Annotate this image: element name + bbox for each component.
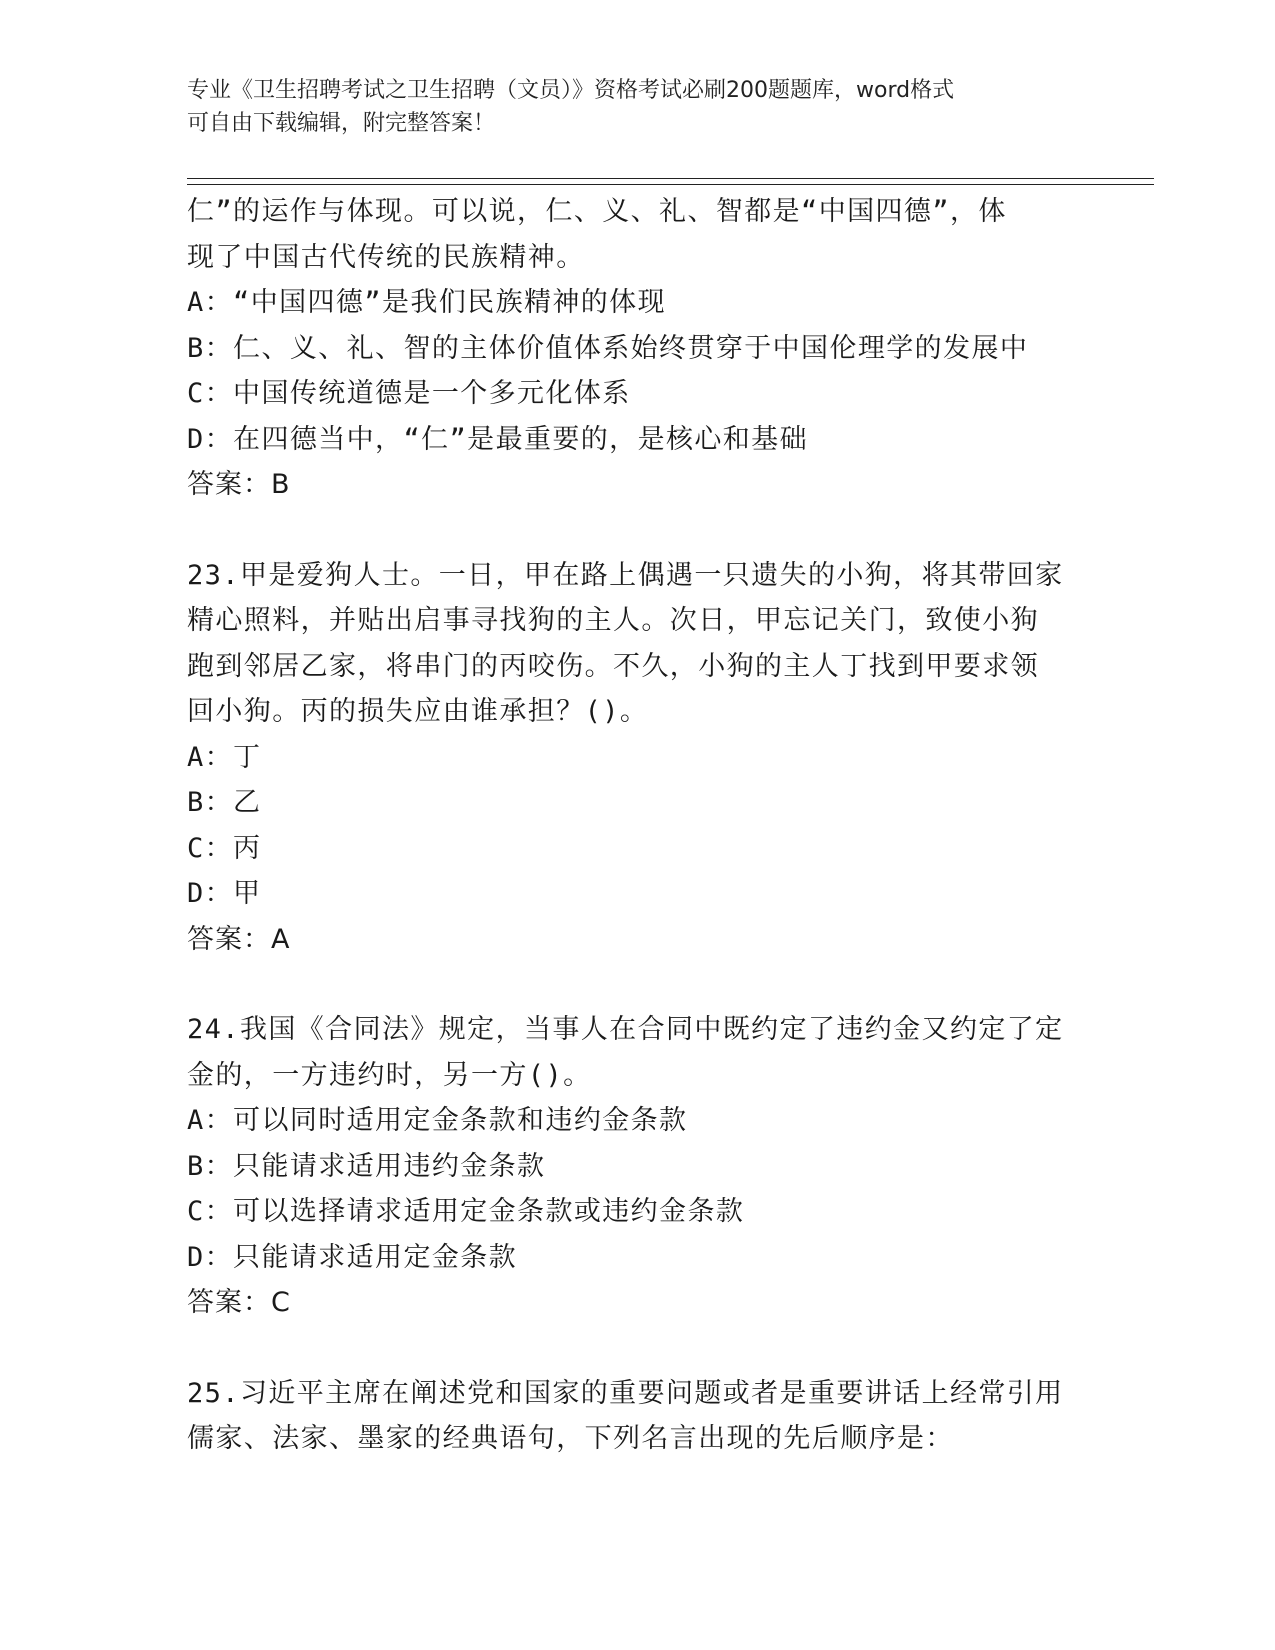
question-22-continuation	[187, 189, 1117, 508]
document-header	[187, 74, 1087, 140]
header-line-2: 可自由下载编辑，附完整答案！	[187, 111, 496, 136]
question-text-line: 儒家、法家、墨家的经典语句，下列名言出现的先后顺序是：	[187, 1423, 954, 1454]
header-rule-top	[187, 178, 1154, 179]
option-c: C：丙	[187, 832, 262, 864]
question-25	[187, 1371, 1117, 1462]
option-b: B：只能请求适用违约金条款	[187, 1150, 546, 1182]
option-d: D：甲	[187, 878, 262, 909]
option-b: B：乙	[187, 787, 262, 818]
question-text-line: 回小狗。丙的损失应由谁承担？()。	[187, 696, 649, 727]
question-text-line: 24.我国《合同法》规定，当事人在合同中既约定了违约金又约定了定	[187, 1014, 1064, 1045]
header-rule-bottom	[187, 184, 1154, 185]
answer-line: 答案：B	[187, 469, 291, 500]
option-d: D：在四德当中，“仁”是最重要的，是核心和基础	[187, 423, 808, 455]
option-b: B：仁、义、礼、智的主体价值体系始终贯穿于中国伦理学的发展中	[187, 332, 1029, 364]
document-body	[187, 189, 1117, 1462]
question-text-line: 25.习近平主席在阐述党和国家的重要问题或者是重要讲话上经常引用	[187, 1377, 1064, 1409]
question-24	[187, 1007, 1117, 1326]
option-c: C：中国传统道德是一个多元化体系	[187, 378, 631, 409]
question-text-line: 仁”的运作与体现。可以说，仁、义、礼、智都是“中国四德”，体	[187, 196, 1007, 227]
answer-line: 答案：C	[187, 1287, 291, 1318]
question-text-line: 现了中国古代传统的民族精神。	[187, 241, 585, 273]
option-a: A：丁	[187, 741, 262, 773]
option-a: A：可以同时适用定金条款和违约金条款	[187, 1105, 688, 1136]
question-text-line: 23.甲是爱狗人士。一日，甲在路上偶遇一只遗失的小狗，将其带回家	[187, 559, 1064, 591]
question-23	[187, 553, 1117, 963]
answer-line: 答案：A	[187, 923, 291, 955]
option-a: A：“中国四德”是我们民族精神的体现	[187, 287, 666, 318]
header-line-1: 专业《卫生招聘考试之卫生招聘（文员）》资格考试必刷200题题库，word格式	[187, 78, 955, 103]
question-text-line: 跑到邻居乙家，将串门的丙咬伤。不久，小狗的主人丁找到甲要求领	[187, 650, 1039, 682]
question-text-line: 精心照料，并贴出启事寻找狗的主人。次日，甲忘记关门，致使小狗	[187, 605, 1039, 636]
option-c: C：可以选择请求适用定金条款或违约金条款	[187, 1196, 745, 1227]
option-d: D：只能请求适用定金条款	[187, 1241, 518, 1273]
question-text-line: 金的，一方违约时，另一方()。	[187, 1059, 592, 1091]
